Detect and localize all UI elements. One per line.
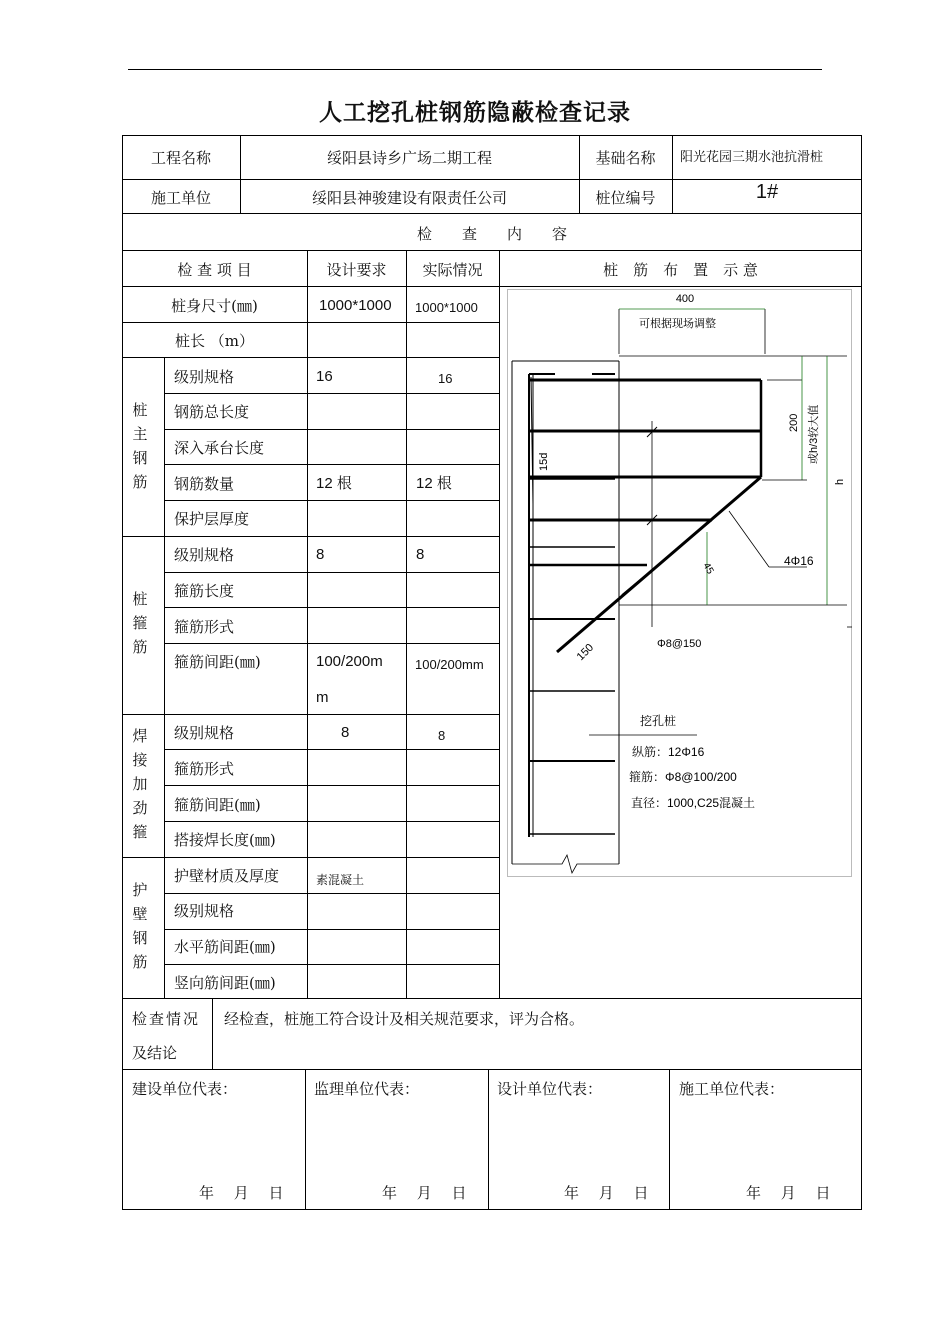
pile-length-label: 桩长 （m） <box>175 332 254 350</box>
column-design: 设计要求 <box>326 261 387 279</box>
section-title: 检 查 内 容 <box>416 225 567 243</box>
wall-grade-label: 级别规格 <box>174 902 235 920</box>
wall-h-spacing-label: 水平筋间距(㎜) <box>174 938 276 956</box>
stirrup-length-label: 箍筋长度 <box>174 582 235 600</box>
weld-form-label: 箍筋形式 <box>174 760 235 778</box>
page-title: 人工挖孔桩钢筋隐蔽检查记录 <box>319 99 631 126</box>
top-note-label: 可根据现场调整 <box>639 318 716 330</box>
signature-builder-label: 施工单位代表： <box>679 1080 785 1098</box>
contractor-label: 施工单位 <box>150 189 211 207</box>
top-rule <box>128 69 822 70</box>
dim-h-label: h <box>834 478 846 485</box>
signature-designer-label: 设计单位代表： <box>497 1080 603 1098</box>
stirrup-form-label: 箍筋形式 <box>174 618 235 636</box>
signature-owner-date: 年 月 日 <box>199 1184 284 1202</box>
pile-size-label: 桩身尺寸(㎜) <box>171 297 258 315</box>
pile-no-value: 1# <box>755 181 779 203</box>
bar-4-label: 4Φ16 <box>784 554 814 568</box>
stirrup-grade-design: 8 <box>316 546 325 563</box>
pile-size-actual: 1000*1000 <box>415 300 478 315</box>
weld-grade-design: 8 <box>341 724 350 741</box>
project-name-value: 绥阳县诗乡广场二期工程 <box>326 149 492 167</box>
weld-group: 焊 接 加 劲 箍 <box>132 727 148 841</box>
side-note-label: 或h/3较大值 <box>808 404 820 464</box>
conclusion-text: 经检查，桩施工符合设计及相关规范要求，评为合格。 <box>224 1010 585 1028</box>
pile-size-design: 1000*1000 <box>319 297 392 314</box>
main-cover-label: 保护层厚度 <box>174 510 250 528</box>
stirrup-group: 桩 箍 筋 <box>132 590 148 656</box>
dim-45-label: 45 <box>700 561 716 577</box>
stirrup-spacing-design-line1: 100/200m <box>316 653 383 670</box>
weld-grade-label: 级别规格 <box>174 724 235 742</box>
signature-supervisor-date: 年 月 日 <box>382 1184 467 1202</box>
stirrup-grade-label: 级别规格 <box>174 546 235 564</box>
wall-group: 护 壁 钢 筋 <box>132 881 148 971</box>
signature-designer-date: 年 月 日 <box>564 1184 649 1202</box>
column-diagram: 桩 筋 布 置 示 意 <box>603 261 758 279</box>
stirrup-grade-actual: 8 <box>416 546 425 563</box>
project-name-label: 工程名称 <box>150 149 211 167</box>
main-grade-actual: 16 <box>438 371 453 386</box>
conclusion-label-line2: 及结论 <box>132 1044 178 1062</box>
weld-lap-label: 搭接焊长度(㎜) <box>174 831 276 849</box>
stirrup-spacing-design-line2: m <box>316 689 329 706</box>
main-embed-label: 深入承台长度 <box>174 439 265 457</box>
foundation-value: 阳光花园三期水池抗滑桩 <box>680 150 824 165</box>
conclusion-label-line1: 检查情况 <box>132 1010 201 1028</box>
main-count-actual: 12 根 <box>416 475 452 492</box>
main-grade-label: 级别规格 <box>174 368 235 386</box>
main-count-design: 12 根 <box>316 475 352 492</box>
stirrup-note-label: Φ8@150 <box>657 638 702 650</box>
dim-200-label: 200 <box>788 413 800 432</box>
signature-owner-label: 建设单位代表： <box>132 1080 238 1098</box>
weld-grade-actual: 8 <box>438 728 446 743</box>
signature-supervisor-label: 监理单位代表： <box>314 1080 420 1098</box>
weld-spacing-label: 箍筋间距(㎜) <box>174 796 261 814</box>
main-grade-design: 16 <box>316 368 333 385</box>
column-item: 检 查 项 目 <box>177 261 252 279</box>
wall-material-label: 护壁材质及厚度 <box>174 867 280 885</box>
main-bar-group: 桩 主 钢 筋 <box>132 401 148 491</box>
dim-15d-label: 15d <box>538 452 550 471</box>
contractor-value: 绥阳县神骏建设有限责任公司 <box>311 189 507 207</box>
signature-builder-date: 年 月 日 <box>746 1184 831 1202</box>
main-count-label: 钢筋数量 <box>174 475 235 493</box>
pile-stirrup-label: 箍筋：Φ8@100/200 <box>629 770 737 784</box>
column-actual: 实际情况 <box>422 261 483 279</box>
stirrup-spacing-label: 箍筋间距(㎜) <box>174 653 261 671</box>
foundation-label: 基础名称 <box>595 149 656 167</box>
rebar-layout-drawing <box>507 289 852 877</box>
pile-no-label: 桩位编号 <box>595 189 656 207</box>
main-total-length-label: 钢筋总长度 <box>174 403 250 421</box>
dim-top-label: 400 <box>675 293 695 305</box>
stirrup-spacing-actual: 100/200mm <box>415 657 484 672</box>
pile-main-label: 纵筋：12Φ16 <box>632 745 705 759</box>
dim-150-label: 150 <box>574 641 597 664</box>
pile-dia-label: 直径：1000,C25混凝土 <box>631 796 756 810</box>
pile-title-label: 挖孔桩 <box>640 714 677 728</box>
wall-material-actual: 素混凝土 <box>316 873 365 887</box>
wall-v-spacing-label: 竖向筋间距(㎜) <box>174 974 276 992</box>
